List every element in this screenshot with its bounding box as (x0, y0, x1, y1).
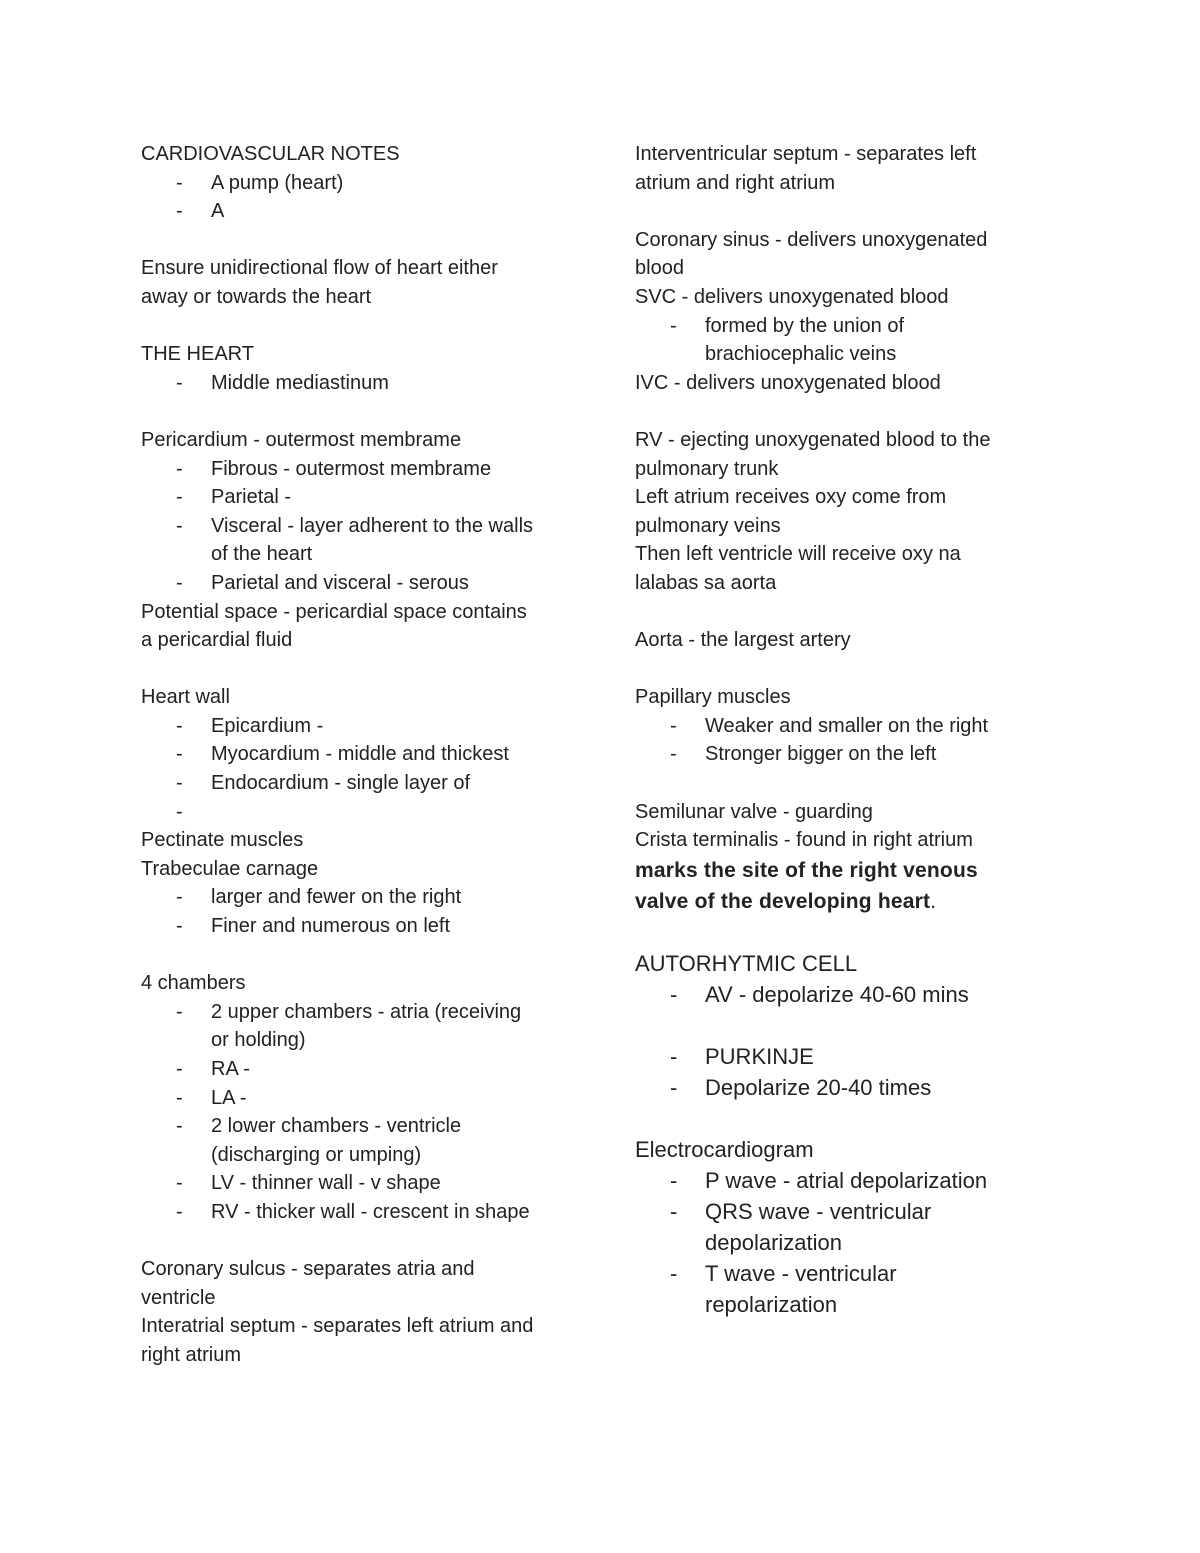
paragraph-line: ventricle (141, 1286, 216, 1309)
paragraph-line: Crista terminalis - found in right atrium (635, 829, 973, 852)
bullet-dash: - (176, 1200, 183, 1223)
bullet-dash: - (670, 314, 677, 337)
paragraph-line: Trabeculae carnage (141, 857, 319, 880)
list-item: - Fibrous - outermost membrame (141, 455, 581, 484)
paragraph-line: Interatrial septum - separates left atrium and (141, 1315, 534, 1338)
bullet-dash: - (176, 772, 183, 795)
paragraph-line: Pectinate muscles (141, 829, 304, 852)
list-item: - LV - thinner wall - v shape (141, 1169, 581, 1198)
list-item: - Visceral - layer adherent to the walls of the heart (141, 512, 581, 569)
bullet-dash: - (670, 1043, 678, 1069)
bullet-dash: - (176, 886, 183, 909)
paragraph-line: Left atrium receives oxy come from (635, 486, 947, 509)
paragraph-line: SVC - delivers unoxygenated blood (635, 285, 949, 308)
paragraph-line: Semilunar valve - guarding (635, 800, 873, 823)
list-item: - QRS wave - ventricular depolarization (635, 1196, 1055, 1258)
paragraph-line: IVC - delivers unoxygenated blood (635, 371, 941, 394)
paragraph-line: lalabas sa aorta (635, 571, 777, 594)
list-item: - Stronger bigger on the left (635, 740, 1055, 769)
right-column (635, 140, 1055, 1320)
left-column (141, 140, 581, 1370)
list-item: - Parietal - (141, 483, 581, 512)
paragraph-line: Ensure unidirectional flow of heart either (141, 257, 498, 280)
section-heading: AUTORHYTMIC CELL (635, 950, 858, 976)
paragraph-line: a pericardial fluid (141, 629, 293, 652)
bullet-dash: - (176, 743, 183, 766)
bullet-dash: - (176, 200, 183, 223)
section-heading: THE HEART (141, 343, 254, 366)
bullet-dash: - (670, 714, 677, 737)
section-heading: Heart wall (141, 686, 230, 709)
section-heading: Papillary muscles (635, 686, 791, 709)
list-item: - AV - depolarize 40-60 mins (635, 979, 1055, 1010)
bullet-dash: - (176, 571, 183, 594)
list-item: - Epicardium - (141, 712, 581, 741)
paragraph-line: Coronary sinus - delivers unoxygenated (635, 228, 988, 251)
list-item: - A (141, 197, 581, 226)
bullet-dash: - (176, 1058, 183, 1080)
paragraph-line: pulmonary trunk (635, 457, 779, 480)
bullet-dash: - (176, 371, 183, 394)
notes-title: CARDIOVASCULAR NOTES (141, 143, 400, 165)
paragraph-line: Coronary sulcus - separates atria and (141, 1258, 475, 1281)
bullet-dash: - (176, 171, 183, 194)
bullet-dash: - (176, 714, 183, 737)
paragraph-line: Pericardium - outermost membrame (141, 428, 462, 451)
list-item: - larger and fewer on the right (141, 883, 581, 912)
list-item: - A pump (heart) (141, 169, 581, 198)
paragraph-line: Interventricular septum - separates left (635, 143, 977, 165)
bullet-dash: - (176, 800, 183, 823)
paragraph-line: atrium and right atrium (635, 171, 836, 194)
paragraph-line: right atrium (141, 1343, 242, 1366)
bullet-dash: - (176, 1115, 183, 1138)
bullet-dash: - (670, 1198, 678, 1224)
list-item: - PURKINJE (635, 1041, 1055, 1072)
section-heading: Electrocardiogram (635, 1136, 814, 1162)
paragraph-line: Aorta - the largest artery (635, 629, 851, 652)
paragraph-line: Potential space - pericardial space contains (141, 600, 527, 623)
bullet-dash: - (176, 1086, 183, 1109)
list-item: - LA - (141, 1084, 581, 1113)
list-item: - Myocardium - middle and thickest (141, 740, 581, 769)
bold-note-line: valve of the developing heart. (635, 889, 937, 913)
list-item: - P wave - atrial depolarization (635, 1165, 1055, 1196)
list-item: - formed by the union of brachiocephalic veins (635, 312, 1055, 369)
bullet-dash: - (670, 981, 678, 1007)
bullet-dash: - (670, 1260, 678, 1286)
list-item: - Middle mediastinum (141, 369, 581, 398)
paragraph-line: pulmonary veins (635, 514, 781, 537)
bullet-dash: - (176, 1000, 183, 1023)
section-heading: 4 chambers (141, 972, 246, 995)
list-item: - Finer and numerous on left (141, 912, 581, 941)
list-item: - 2 upper chambers - atria (receiving or holding) (141, 998, 581, 1055)
list-item: - Depolarize 20-40 times (635, 1072, 1055, 1103)
list-item: - Weaker and smaller on the right (635, 712, 1055, 741)
list-item: - Endocardium - single layer of (141, 769, 581, 798)
paragraph-line: away or towards the heart (141, 285, 372, 308)
bullet-dash: - (670, 1074, 678, 1100)
list-item (141, 798, 581, 827)
paragraph-line: RV - ejecting unoxygenated blood to the (635, 428, 991, 451)
paragraph-line: blood (635, 257, 684, 280)
bullet-dash: - (176, 457, 183, 480)
list-item: - RV - thicker wall - crescent in shape (141, 1198, 581, 1227)
bullet-dash: - (176, 915, 183, 938)
bullet-dash: - (670, 1167, 678, 1193)
list-item: - RA - (141, 1055, 581, 1084)
list-item: - T wave - ventricular repolarization (635, 1258, 1055, 1320)
bullet-dash: - (176, 514, 183, 537)
bullet-dash: - (176, 486, 183, 509)
bullet-dash: - (670, 743, 677, 766)
paragraph-line: Then left ventricle will receive oxy na (635, 543, 961, 566)
list-item: - 2 lower chambers - ventricle (discharging or umping) (141, 1112, 581, 1169)
bold-note-line: marks the site of the right venous (635, 858, 978, 882)
list-item: - Parietal and visceral - serous (141, 569, 581, 598)
bullet-dash: - (176, 1172, 183, 1195)
